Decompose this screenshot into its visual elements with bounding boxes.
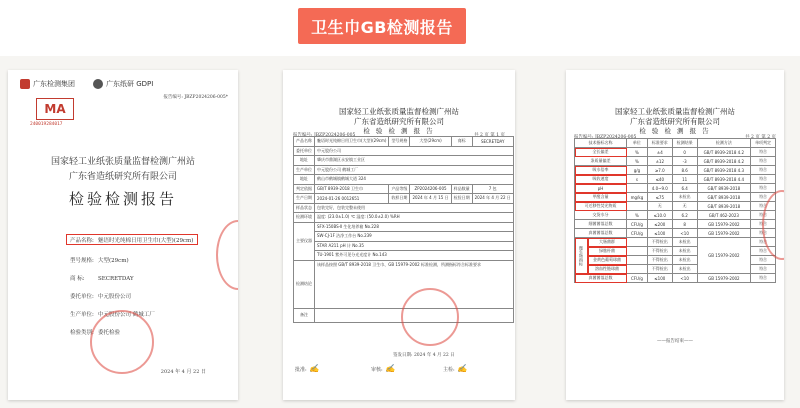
- issue-date: 签发日期: 2024 年 4 月 22 日: [393, 353, 455, 358]
- field-brand: 商 标: SECRETDAY: [70, 276, 134, 282]
- report-date: 2024 年 4 月 22 日: [160, 369, 206, 375]
- field-client: 委托单位: 中元股份公司: [70, 294, 132, 300]
- table-cell: 2024 年 4 月 22 日: [472, 194, 513, 204]
- table-cell: 检测结论: [294, 260, 315, 308]
- table-cell: ≤10.0: [647, 211, 672, 220]
- table-cell: 地址: [294, 156, 315, 166]
- table-cell: 未检出: [672, 247, 697, 256]
- table-cell: 4.0~9.0: [647, 184, 672, 193]
- table-cell: <10: [672, 274, 697, 283]
- table-cell: 未检出: [672, 256, 697, 265]
- table-row: [575, 220, 776, 229]
- report-title: 检 验 检 测 报 告: [363, 127, 435, 135]
- table-cell: pH: [575, 184, 627, 193]
- table-cell: 产品名称: [294, 137, 315, 147]
- table-cell: [627, 247, 648, 256]
- report-number: 报告编号: JBZP2024206-005*: [163, 95, 228, 100]
- table-cell: 6.4: [672, 184, 697, 193]
- report-number: 报告编号: JBZP2024206-005: [293, 133, 356, 138]
- reviewer-signature: 审核: ✍: [371, 364, 396, 373]
- gdpi-logo-icon: [93, 79, 103, 89]
- column-header: 单项判定: [751, 139, 776, 148]
- report-number: 报告编号: JBZP2024206-005: [574, 135, 637, 140]
- table-cell: 11: [672, 175, 697, 184]
- page-title-banner: [298, 8, 466, 44]
- table-cell: 全长偏差: [575, 148, 627, 157]
- table-cell: ZP2024206-005: [410, 184, 451, 194]
- table-cell: CFU/g: [627, 229, 648, 238]
- cma-number: 240019284017: [30, 122, 63, 127]
- table-cell: SECRETDAY: [472, 137, 513, 147]
- org-name-line1: 国家轻工业纸张质量监督检测广州站: [50, 157, 195, 167]
- table-cell: 未检出: [672, 238, 697, 247]
- table-cell: ≥7.0: [647, 166, 672, 175]
- report-results-sheet: [566, 70, 784, 400]
- report-end-marker: ——报告结束——: [657, 339, 693, 344]
- table-cell: ±12: [647, 157, 672, 166]
- table-cell: ≤200: [647, 220, 672, 229]
- table-cell: SW-CJ-1F 洁净工作台 No.239: [315, 232, 514, 242]
- table-cell: GB/T 8939-2018: [697, 202, 751, 211]
- table-cell: 生产单位: [294, 165, 315, 175]
- table-cell: 不得检出: [647, 256, 672, 265]
- table-cell: 无: [647, 202, 672, 211]
- table-row: [294, 251, 514, 261]
- table-cell: GB/T 462-2023: [697, 211, 751, 220]
- table-cell: 不得检出: [647, 247, 672, 256]
- table-row: [294, 232, 514, 242]
- table-cell: 符合: [751, 211, 776, 220]
- report-cover-sheet: [8, 70, 238, 400]
- table-cell: 真菌菌落总数: [575, 229, 627, 238]
- banner-title: 卫生巾GB检测报告: [311, 17, 453, 37]
- table-row: [575, 202, 776, 211]
- table-row: [575, 193, 776, 202]
- table-cell: 鹤山市鹤城镇鹤城大道 324: [315, 175, 514, 185]
- table-cell: 符合: [751, 274, 776, 283]
- table-cell: GB 15979-2002: [697, 229, 751, 238]
- approver-signature: 批准: ✍: [295, 364, 320, 373]
- table-cell: ≤100: [647, 274, 672, 283]
- table-row: [294, 165, 514, 175]
- inspector-signature: 主检: ✍: [443, 364, 468, 373]
- table-row: [575, 166, 776, 175]
- table-row: [575, 229, 776, 238]
- table-cell: 符合: [751, 193, 776, 202]
- table-cell: %: [627, 157, 648, 166]
- table-cell: GB 15979-2002: [697, 220, 751, 229]
- table-cell: 绿脓杆菌: [588, 247, 627, 256]
- table-cell: TU-1901 紫外可见分光光度计 No.143: [315, 251, 514, 261]
- table-cell: 未检出: [672, 193, 697, 202]
- table-row: [575, 148, 776, 157]
- field-product-name: 产品名称: 魅语时光纯棉日用卫生巾(大型)(29cm): [70, 238, 194, 244]
- table-cell: 真菌菌落总数: [575, 274, 627, 283]
- report-summary-sheet: [283, 70, 515, 400]
- table-cell: 符合: [751, 184, 776, 193]
- page-indicator: 共 2 页 第 2 页: [745, 135, 776, 140]
- table-cell: 大肠菌群: [588, 238, 627, 247]
- official-stamp: [401, 288, 459, 346]
- table-cell: 7 包: [472, 184, 513, 194]
- table-cell: 温度: (23.0±1.0) ℃ 湿度: (50.0±2.0) %RH: [315, 213, 514, 223]
- table-row: [294, 203, 514, 213]
- org-name-line2: 广东省造纸研究所有限公司: [68, 172, 177, 182]
- table-cell: 金黄色葡萄球菌: [588, 256, 627, 265]
- table-cell: 魅语时光纯棉日用卫生巾(大型)(29cm): [315, 137, 389, 147]
- table-cell: 符合: [751, 148, 776, 157]
- table-cell: GB 15979-2002: [697, 238, 751, 274]
- logo-row: [20, 77, 230, 91]
- table-cell: GB/T 8939-2018: [697, 193, 751, 202]
- table-row: [294, 137, 514, 147]
- table-cell: 该样品按照 GB/T 8939-2018 卫生巾、GB 15979-2002 标准检测，所测指标符合标准要求: [315, 260, 514, 308]
- testing-group-logo: 广东检测集团: [20, 79, 75, 89]
- report-title: 检验检测报告: [68, 190, 177, 208]
- column-header: 检测结果: [672, 139, 697, 148]
- field-test-type: 检验类别: 委托检验: [70, 330, 121, 336]
- table-cell: 不得检出: [647, 238, 672, 247]
- table-row: [575, 184, 776, 193]
- table-cell: 符合: [751, 202, 776, 211]
- table-cell: 符合: [751, 265, 776, 274]
- table-row: [575, 238, 776, 247]
- table-cell: 符合: [751, 238, 776, 247]
- table-cell: 条质量偏差: [575, 157, 627, 166]
- table-cell: 中元股份公司 鹤城工厂: [315, 165, 514, 175]
- table-row: [294, 241, 514, 251]
- table-cell: g/g: [627, 166, 648, 175]
- table-cell: ≤75: [647, 193, 672, 202]
- table-cell: GB 15979-2002: [697, 274, 751, 283]
- table-cell: -3: [672, 157, 697, 166]
- page-indicator: 共 2 页 第 1 页: [474, 133, 505, 138]
- table-row: [294, 260, 514, 308]
- table-cell: 委托单位: [294, 146, 315, 156]
- table-cell: 商标: [451, 137, 472, 147]
- table-cell: 符合: [751, 247, 776, 256]
- table-cell: CFU/g: [627, 274, 648, 283]
- table-cell: 样品数量: [451, 184, 472, 194]
- table-cell: 可迁移性荧光物质: [575, 202, 627, 211]
- table-cell: 大型(29cm): [410, 137, 451, 147]
- table-cell: 吸收速度: [575, 175, 627, 184]
- table-cell: 中元股份公司: [315, 146, 514, 156]
- table-cell: 符合: [751, 166, 776, 175]
- table-cell: 细菌菌落总数: [575, 220, 627, 229]
- cma-seal: MA: [36, 98, 74, 120]
- table-cell: 8: [672, 220, 697, 229]
- column-header: 标准要求: [647, 139, 672, 148]
- table-cell: 0: [672, 148, 697, 157]
- table-row: [294, 194, 514, 204]
- table-cell: 6.2: [672, 211, 697, 220]
- table-cell: [627, 256, 648, 265]
- table-cell: 符合: [751, 229, 776, 238]
- table-cell: 不得检出: [647, 265, 672, 274]
- org-name-line1: 国家轻工业纸张质量监督检测广州站: [339, 107, 459, 116]
- table-row: [294, 175, 514, 185]
- table-cell: s: [627, 175, 648, 184]
- table-cell: ≤40: [647, 175, 672, 184]
- table-cell: 判定依据: [294, 184, 315, 194]
- table-cell: 无: [672, 202, 697, 211]
- table-cell: 型号规格: [389, 137, 410, 147]
- table-cell: [627, 202, 648, 211]
- table-row: [294, 184, 514, 194]
- table-cell: 备注: [294, 308, 315, 322]
- table-cell: GB/T 8939-2018 4.3: [697, 166, 751, 175]
- table-cell: 符合: [751, 157, 776, 166]
- table-cell: 符合: [751, 256, 776, 265]
- testing-group-logo-icon: [20, 79, 30, 89]
- table-row: [575, 211, 776, 220]
- table-cell: 2024-01-26 0012651: [315, 194, 389, 204]
- table-cell: 收样日期: [389, 194, 410, 204]
- table-cell: 2024 年 4 月 15 日: [410, 194, 451, 204]
- table-cell: GB/T 8939-2018 4.2: [697, 148, 751, 157]
- table-cell: 检测环境: [294, 213, 315, 223]
- table-cell: 生产日期: [294, 194, 315, 204]
- table-row: [294, 222, 514, 232]
- table-cell: %: [627, 211, 648, 220]
- table-cell: 吸水倍率: [575, 166, 627, 175]
- table-cell: 样品状态: [294, 203, 315, 213]
- column-header: 检测方法: [697, 139, 751, 148]
- table-cell: 甲醛含量: [575, 193, 627, 202]
- table-cell: mg/kg: [627, 193, 648, 202]
- table-cell: ±4: [647, 148, 672, 157]
- seam-stamp: [216, 220, 238, 290]
- table-cell: 溶血性链球菌: [588, 265, 627, 274]
- column-header: 技术指标名称: [575, 139, 627, 148]
- table-cell: STAR A211 pH 计 No.35: [315, 241, 514, 251]
- table-cell: GB/T 8939-2018 4.4: [697, 175, 751, 184]
- summary-table: [293, 136, 514, 323]
- org-name-line2: 广东省造纸研究所有限公司: [354, 117, 444, 126]
- table-cell: SFX-150BS-Ⅱ 生化培养箱 No.228: [315, 222, 514, 232]
- table-row: [575, 175, 776, 184]
- table-cell: GB/T 8939-2018 卫生巾: [315, 184, 389, 194]
- table-row: [575, 274, 776, 283]
- table-cell: GB/T 8939-2018: [697, 184, 751, 193]
- table-cell: 符合: [751, 175, 776, 184]
- table-cell: 地址: [294, 175, 315, 185]
- gdpi-logo: 广东纸研 GDPI: [93, 79, 153, 89]
- table-cell: 肇庆市鼎湖区永安镇工业区: [315, 156, 514, 166]
- field-model: 型号规格: 大型(29cm): [70, 258, 129, 264]
- table-cell: 交货水分: [575, 211, 627, 220]
- results-table: [574, 138, 776, 283]
- table-row: [294, 146, 514, 156]
- official-stamp: [90, 310, 154, 374]
- table-cell: <10: [672, 229, 697, 238]
- table-row: [294, 213, 514, 223]
- table-cell: 检验日期: [451, 194, 472, 204]
- table-cell: 8.6: [672, 166, 697, 175]
- org-name-line1: 国家轻工业纸张质量监督检测广州站: [615, 107, 735, 116]
- column-header: 单位: [627, 139, 648, 148]
- org-name-line2: 广东省造纸研究所有限公司: [630, 117, 720, 126]
- microbe-group-label: 微生物指标: [575, 238, 588, 274]
- table-cell: 符合: [751, 220, 776, 229]
- table-cell: %: [627, 148, 648, 157]
- table-cell: [627, 184, 648, 193]
- field-manufacturer: 生产单位: 中元股份公司 鹤城工厂: [70, 312, 155, 318]
- table-cell: ≤100: [647, 229, 672, 238]
- table-cell: [627, 238, 648, 247]
- table-header-row: [575, 139, 776, 148]
- table-cell: 主要仪器: [294, 222, 315, 260]
- report-title: 检 验 检 测 报 告: [639, 127, 711, 135]
- table-cell: 产品等级: [389, 184, 410, 194]
- table-cell: GB/T 8939-2018 4.2: [697, 157, 751, 166]
- table-row: [575, 157, 776, 166]
- table-cell: 未检出: [672, 265, 697, 274]
- table-cell: 包装完好，包装完整未使用: [315, 203, 514, 213]
- table-row: [294, 156, 514, 166]
- table-cell: CFU/g: [627, 220, 648, 229]
- table-cell: [627, 265, 648, 274]
